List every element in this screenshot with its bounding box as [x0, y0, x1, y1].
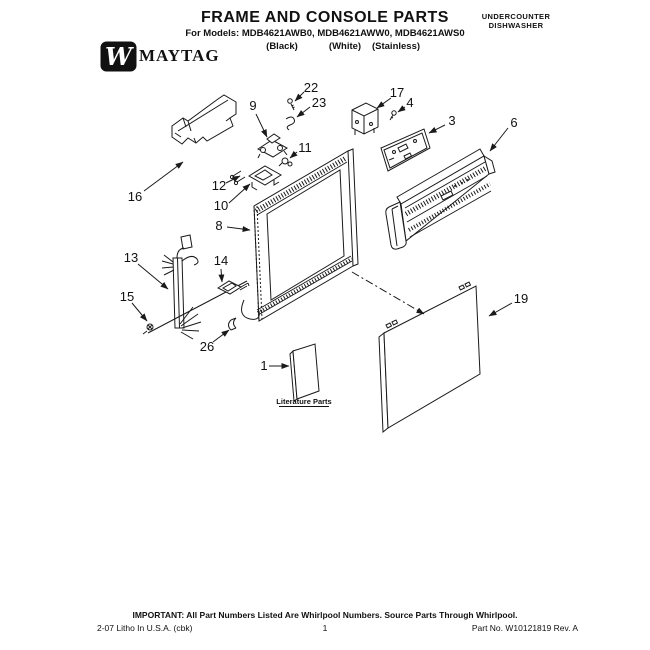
callout-9: 9	[249, 98, 257, 113]
litho-line: 2-07 Litho In U.S.A. (cbk)	[97, 623, 193, 633]
callout-10: 10	[213, 198, 229, 213]
callout-1: 1	[260, 358, 268, 373]
callout-26: 26	[199, 339, 215, 354]
callout-8: 8	[215, 218, 223, 233]
part-19-door-panel	[352, 272, 480, 432]
part-11-bushing	[279, 158, 292, 166]
part-23-clip	[286, 117, 295, 130]
models-line: For Models: MDB4621AWB0, MDB4621AWW0, MDB4621AWS0	[185, 28, 465, 39]
part-26-clip	[229, 318, 237, 330]
part-1-literature	[290, 344, 319, 401]
literature-parts-label: Literature Parts	[276, 397, 332, 406]
callout-11: 11	[298, 140, 312, 155]
part-4-screw	[390, 111, 396, 120]
callout-13: 13	[123, 250, 139, 265]
callout-17: 17	[389, 85, 405, 100]
part-17-bracket	[352, 103, 378, 135]
part-12-screws	[230, 171, 245, 185]
important-note: IMPORTANT: All Part Numbers Listed Are Whirlpool Numbers. Source Parts Through Whirlpool.	[132, 610, 518, 620]
part-6-console-panel	[386, 149, 495, 249]
part-22-screw	[288, 99, 295, 110]
callout-16: 16	[127, 189, 143, 204]
callout-15: 15	[119, 289, 135, 304]
page-title: FRAME AND CONSOLE PARTS	[201, 9, 449, 26]
emblem-letter: W	[105, 42, 132, 71]
product-type-line2: DISHWASHER	[488, 20, 544, 30]
part-16-access-panel	[172, 95, 236, 144]
finish-black: (Black)	[266, 41, 298, 52]
callout-22: 22	[303, 80, 319, 95]
brand-name: MAYTAG	[139, 46, 220, 65]
part-10-hinge-bracket	[249, 166, 281, 190]
callout-19: 19	[513, 291, 529, 306]
product-type-line1: UNDERCOUNTER	[481, 12, 551, 21]
callout-23: 23	[311, 95, 327, 110]
callout-6: 6	[510, 115, 518, 130]
callout-12: 12	[211, 178, 227, 193]
part-3-control-board	[381, 129, 430, 171]
finish-stainless: (Stainless)	[371, 41, 421, 52]
finish-white: (White)	[328, 41, 362, 52]
callout-14: 14	[213, 253, 229, 268]
callout-3: 3	[448, 113, 456, 128]
part-9-door-hinge	[258, 134, 287, 158]
page-number: 1	[322, 623, 328, 633]
callout-4: 4	[406, 95, 414, 110]
part-number-line: Part No. W10121819 Rev. A	[471, 623, 578, 633]
